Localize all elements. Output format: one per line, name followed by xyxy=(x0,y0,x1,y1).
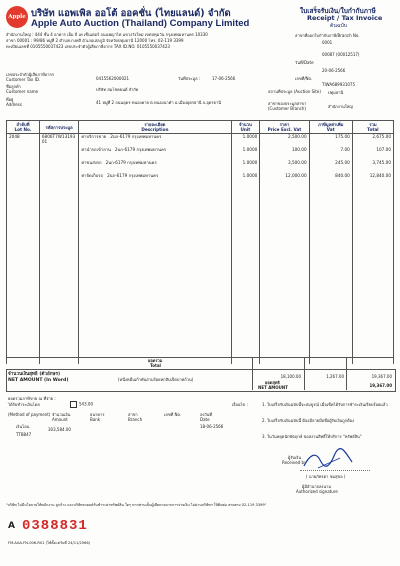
cell-lot xyxy=(7,160,40,173)
wht-value: 543.00 xyxy=(79,401,93,407)
subtotal-label-en: Total xyxy=(150,363,161,368)
cell-total: 12,840.00 xyxy=(352,173,393,186)
logo-text: Apple xyxy=(8,14,26,20)
col-date-label: ลงวันที่ Date xyxy=(200,412,213,422)
condition-2: 2. ใบเสร็จรับเงินฉบับนี้ ต้องมีลายมือชื่อผู้รับเงินถูกต้อง xyxy=(262,418,355,423)
doc-title-th: ใบเสร็จรับเงิน/ใบกำกับภาษี xyxy=(300,7,376,15)
doc-no-label: เลขที่/No. xyxy=(295,76,313,81)
sum-total: 19,367.00 xyxy=(371,374,392,379)
customer-name-label-en: Customer name xyxy=(6,89,39,94)
branch-label: สาขาที่ออกใบกำกับภาษี/Branch No. xyxy=(295,33,360,38)
cell-price: 2,500.00 xyxy=(260,134,309,148)
date-label: วันที่/Date xyxy=(295,60,314,65)
paid-ref: TTB847 xyxy=(16,432,32,437)
footer-note: "บริษัท ไม่มีนโยบายให้พนักงาน ลูกจ้าง และบริษัทรถยนต์รับชำระค่าทรัพย์สิน ใดๆ หากท่านเป็นผู้เสียหายจากการจ่ายเงิน ไม่ผ่านบริษัทฯ ให้ติดต่อ สายตรง 02-119 3399" xyxy=(6,503,267,507)
signer-name: ( นายภัทรดา ชมสุขอ ) xyxy=(306,474,346,479)
cell-total: 2,675.00 xyxy=(352,134,393,148)
net-label-en: NET AMOUNT xyxy=(258,385,289,390)
words-value: (หนึ่งหมื่นเก้าพันสามร้อยหกสิบเจ็ดบาทถ้วน) xyxy=(118,377,194,382)
cell-code xyxy=(39,147,78,160)
branch-value-2: 00087 (00012517) xyxy=(322,52,360,57)
cell-lot xyxy=(7,147,40,160)
branch-value-1: 0001 xyxy=(322,40,333,45)
doc-copy-label: ต้นฉบับ xyxy=(330,23,348,29)
cell-total: 3,745.00 xyxy=(352,160,393,173)
sum-vat: 1,267.00 xyxy=(326,374,344,379)
net-value: 19,367.00 xyxy=(369,383,392,388)
subtotal-label-th: ยอดรวม xyxy=(148,358,163,363)
serial-number: 0388831 xyxy=(22,518,88,534)
cell-unit: 1.0000 xyxy=(231,160,260,173)
company-address-2: สาขา 00001 : 99/86 หมู่ที่ 2 ตำบลบางพลี อำเภอเสลภูมิ จังหวัดปทุมธานี 12000 โทร. 02-119 3399 xyxy=(6,38,184,43)
company-address-1: สำนักงานใหญ่ : 444 ชั้น 4 อาคาร เอ็ม บี เค เซ็นเตอร์ ถนนพญาไท แขวงวังใหม่ เขตปทุมวัน กรุงเทพมหานคร 10330 xyxy=(6,32,208,37)
subtotal-divider xyxy=(6,357,394,358)
col-no-label: เลขที่ No. xyxy=(164,412,182,417)
net-label-th: ยอดสุทธิ xyxy=(265,380,280,385)
cell-vat: 245.00 xyxy=(309,160,352,173)
company-logo xyxy=(6,6,28,28)
cell-total: 107.00 xyxy=(352,147,393,160)
cell-code: 6806T7W13193 01 xyxy=(39,134,78,148)
method-label: (Method of payment) xyxy=(8,412,51,417)
paid-by-label: ได้รับชำระเงินโดย xyxy=(8,402,40,407)
auction-date-label: วันที่ประมูล : xyxy=(178,76,201,81)
doc-title-en: Receipt / Tax Invoice xyxy=(307,14,383,22)
cell-price: 100.00 xyxy=(260,147,309,160)
wht-checkbox[interactable] xyxy=(70,401,77,408)
paid-method: เงินโอน xyxy=(16,424,30,429)
received-label-en: Received by xyxy=(282,460,307,465)
cell-price: 12,000.00 xyxy=(260,173,309,186)
auth-label-en: Authorized signature xyxy=(296,489,338,494)
col-vat: ภาษีมูลค่าเพิ่ม Vat xyxy=(309,121,352,134)
col-price: ราคา Price Excl. Vat xyxy=(260,121,309,134)
wht-label: ยอดรวมภาษีขาย ณ ที่จ่าย : xyxy=(8,396,56,401)
received-label-th: ผู้รับเงิน xyxy=(288,455,302,460)
table-row xyxy=(7,160,394,173)
paid-date: 18-06-2566 xyxy=(200,424,224,429)
company-name-th: บริษัท แอพเพิล ออโต้ ออคชั่น (ไทยแลนด์) จำกัด xyxy=(31,8,231,19)
cell-vat: 840.00 xyxy=(309,173,352,186)
col-code: รหัสการประมูล xyxy=(39,121,78,134)
cell-desc: ค่าจัดเก็บรถ 2นก-6179 กรุงเทพมหานคร xyxy=(79,173,231,186)
col-branch-label: สาขา Branch xyxy=(128,412,143,422)
customer-taxid-value: 0415562000021 xyxy=(96,76,130,81)
customer-branch-value: สำนักงานใหญ่ xyxy=(328,104,353,109)
paid-amount: 303,584.00 xyxy=(48,427,71,432)
customer-taxid-label: เลขประจำตัวผู้เสียภาษีอากร xyxy=(6,72,55,77)
cell-lot: 2048 xyxy=(7,134,40,148)
table-row xyxy=(7,134,394,148)
words-label-th: จำนวนเงินสุทธิ (ตัวอักษร) xyxy=(8,372,61,377)
col-amount-label: จำนวนเงิน Amount xyxy=(52,412,71,422)
table-row xyxy=(7,173,394,186)
col-lot: ลำดับที่ Lot No. xyxy=(7,121,40,134)
col-description: รายละเอียด Description xyxy=(79,121,231,134)
table-header-row xyxy=(7,121,394,134)
col-total: รวม Total xyxy=(352,121,393,134)
table-row xyxy=(7,147,394,160)
cell-unit: 1.0000 xyxy=(231,147,260,160)
customer-address-label-en: Address xyxy=(6,102,22,107)
sum-price: 18,100.00 xyxy=(280,374,301,379)
cell-lot xyxy=(7,173,40,186)
customer-taxid-label-en: Customer Tax ID. xyxy=(6,77,41,82)
cell-desc: ค่าขนส่งรถ 2นก-6179 กรุงเทพมหานคร xyxy=(79,160,231,173)
items-table xyxy=(6,120,394,364)
auction-site-label: สถานที่ประมูล (Auction Site) xyxy=(268,89,321,94)
wht-checkbox-row xyxy=(70,401,93,408)
auth-label-th: ผู้มีอำนาจลงนาม xyxy=(302,484,331,489)
date-value: 20-06-2566 xyxy=(322,68,346,73)
customer-name-label: ชื่อลูกค้า xyxy=(6,84,21,89)
cell-unit: 1.0000 xyxy=(231,134,260,148)
condition-3: 3. ในวันหยุดนักขัตฤกษ์ ขอสงวนสิทธิ์ให้บริการ "ทรัพย์สิน" xyxy=(262,434,362,439)
cell-code xyxy=(39,160,78,173)
auction-date-value: 17-06-2566 xyxy=(212,76,236,81)
col-unit: จำนวน Unit xyxy=(231,121,260,134)
cell-vat: 175.00 xyxy=(309,134,352,148)
cell-desc: ค่านำรถเข้าลาน 2นก-6179 กรุงเทพมหานคร xyxy=(79,147,231,160)
customer-name-value: บริษัท สมโชคยนต์ จำกัด xyxy=(96,87,139,92)
company-name-en: Apple Auto Auction (Thailand) Company Limited xyxy=(31,18,250,29)
signature-mark xyxy=(300,448,360,472)
company-tax-id: ทะเบียนเลขที่ 0105550037423 เลขประจำตัวผู้เสียภาษีอากร TAX ID.NO. 0105550037423 xyxy=(6,44,170,49)
cell-vat: 7.00 xyxy=(309,147,352,160)
cell-price: 3,500.00 xyxy=(260,160,309,173)
conditions-title: เงื่อนไข : xyxy=(232,402,248,407)
cell-unit: 1.0000 xyxy=(231,173,260,186)
condition-1: 1. ใบเสร็จรับเงินฉบับนี้จะสมบูรณ์ เมื่อเช็คได้รับการชำระเงินเรียบร้อยแล้ว xyxy=(262,402,388,407)
words-label-en: NET AMOUNT (In Word) xyxy=(8,378,69,383)
customer-branch-label: สาขาของประมูลสาขา (Customer Branch) xyxy=(268,101,307,111)
serial-prefix: A xyxy=(8,521,15,531)
customer-address-value: 41 หมู่ที่ 2 ถนนอุดร-หนองคาย ต.หนองนาคำ อ.เมืองอุดรธานี จ.อุดรธานี xyxy=(96,100,221,105)
cell-code xyxy=(39,173,78,186)
cell-desc: ค่าบริการขาย 2นก-6179 กรุงเทพมหานคร xyxy=(79,134,231,148)
auction-site-value: ปทุมธานี xyxy=(328,90,344,95)
col-bank-label: ธนาคาร Bank xyxy=(90,412,105,422)
form-code: FM-AAA-FN-006-R01 (ใช้ตั้งแต่วันที่ 24/11/2566) xyxy=(8,541,91,545)
customer-address-label: ที่อยู่ xyxy=(6,97,14,102)
doc-no-value: TIWA689931075 xyxy=(322,82,355,87)
table-filler-row xyxy=(7,186,394,364)
